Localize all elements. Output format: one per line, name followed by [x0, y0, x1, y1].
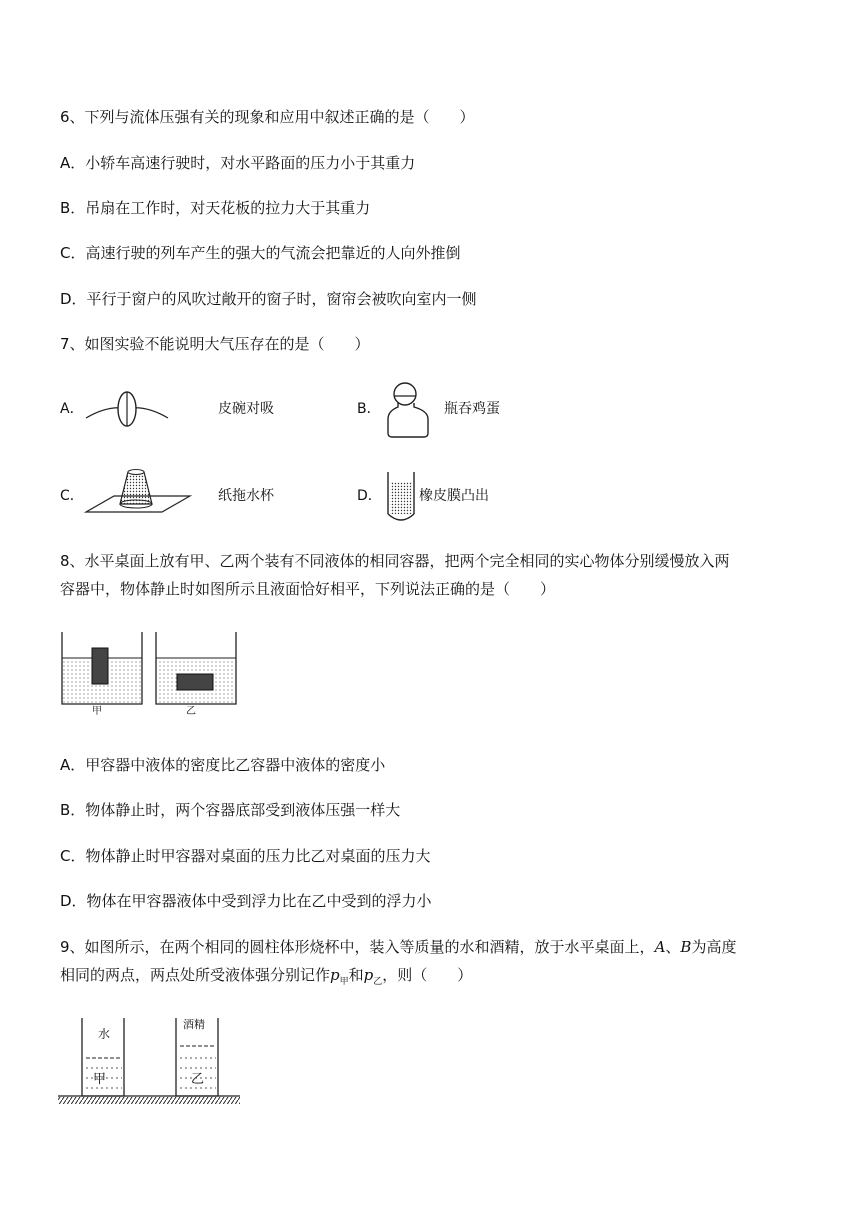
q9-subscript-jia: 甲 [339, 977, 349, 987]
q8-option-a: A．甲容器中液体的密度比乙容器中液体的密度小 [60, 756, 386, 774]
q9-separator: 、 [665, 938, 681, 956]
rubber-membrane-tube-icon [382, 470, 420, 526]
bottle-egg-icon [384, 381, 432, 439]
q9-p-symbol-jia: p [330, 966, 340, 984]
q8-option-d: D．物体在甲容器液体中受到浮力比在乙中受到的浮力小 [60, 892, 432, 910]
q6-option-b: B．吊扇在工作时，对天花板的拉力大于其重力 [60, 199, 371, 217]
q9-label-alcohol: 酒精 [183, 1018, 205, 1031]
q9-stem-text-1a: 9、如图所示，在两个相同的圆柱体形烧杯中，装入等质量的水和酒精，放于水平桌面上， [60, 938, 655, 956]
q8-option-c: C．物体静止时甲容器对桌面的压力比乙对桌面的压力大 [60, 847, 431, 865]
q9-subscript-yi: 乙 [373, 977, 383, 987]
q7-option-b-caption: 瓶吞鸡蛋 [444, 401, 500, 417]
q9-point-b: B [680, 938, 692, 956]
q7-option-d-letter: D． [357, 488, 382, 504]
q7-option-a-caption: 皮碗对吸 [218, 401, 274, 417]
q8-figure-label-yi: 乙 [186, 706, 196, 717]
q9-beakers-figure [58, 1016, 242, 1110]
q8-stem-line1: 8、水平桌面上放有甲、乙两个装有不同液体的相同容器，把两个完全相同的实心物体分别缓慢放入两 [60, 552, 730, 570]
q6-option-c: C．高速行驶的列车产生的强大的气流会把靠近的人向外推倒 [60, 244, 461, 262]
q7-stem: 7、如图实验不能说明大气压存在的是（ ） [60, 335, 370, 353]
q6-option-d: D．平行于窗户的风吹过敞开的窗子时，窗帘会被吹向室内一侧 [60, 290, 477, 308]
q9-stem-text-1b: 为高度 [691, 938, 737, 956]
q9-stem-line2 [60, 964, 472, 993]
q9-and: 和 [348, 966, 364, 984]
q9-label-water: 水 [98, 1027, 111, 1041]
q8-option-b: B．物体静止时，两个容器底部受到液体压强一样大 [60, 801, 401, 819]
q9-point-a: A [654, 938, 666, 956]
q7-option-b-letter: B． [357, 401, 381, 417]
q8-stem-line2: 容器中，物体静止时如图所示且液面恰好相平，下列说法正确的是（ ） [60, 580, 556, 598]
q7-option-d-caption: 橡皮膜凸出 [419, 488, 489, 504]
q9-stem-line1 [60, 936, 736, 958]
q9-stem-text-2b: ，则（ ） [382, 966, 473, 984]
q7-option-c-caption: 纸拖水杯 [218, 488, 274, 504]
q8-containers-figure [58, 632, 240, 724]
q9-label-jia: 甲 [93, 1072, 107, 1087]
q9-p-symbol-yi: p [363, 966, 374, 984]
q8-figure-label-jia: 甲 [92, 706, 102, 717]
q9-label-yi: 乙 [191, 1072, 205, 1087]
q7-option-a-letter: A． [60, 401, 84, 417]
q7-option-c-letter: C． [60, 488, 84, 504]
q6-option-a: A．小轿车高速行驶时，对水平路面的压力小于其重力 [60, 154, 416, 172]
q6-stem: 6、下列与流体压强有关的现象和应用中叙述正确的是（ ） [60, 108, 475, 126]
paper-cup-icon [84, 466, 192, 516]
q9-stem-text-2a: 相同的两点，两点处所受液体强分别记作 [60, 966, 331, 984]
suction-cups-icon [84, 388, 170, 432]
